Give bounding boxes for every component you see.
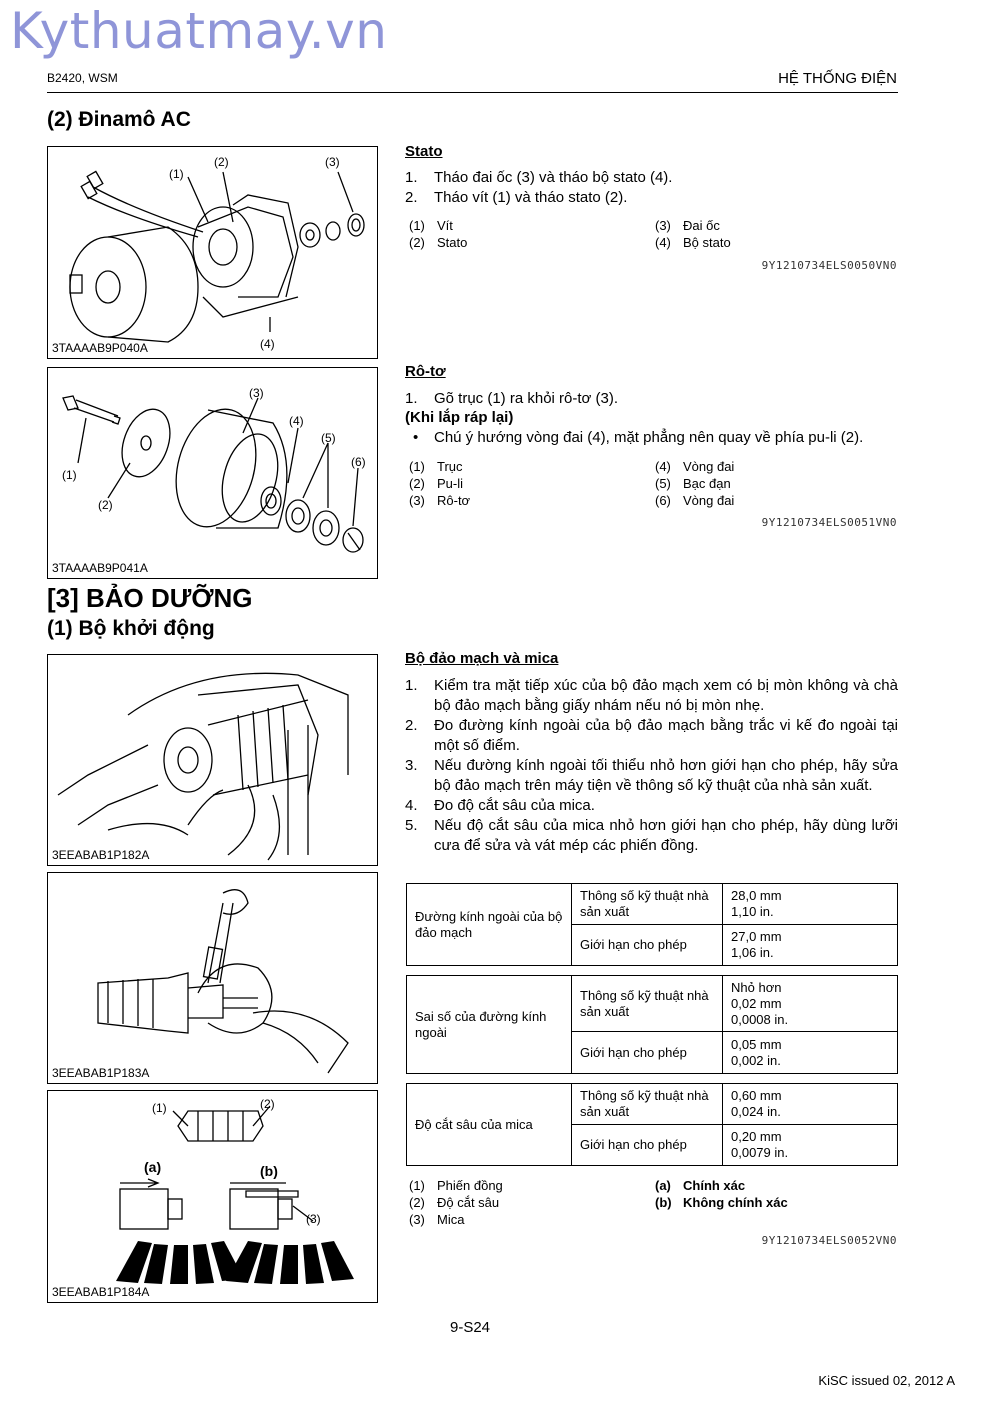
limit-value: 0,20 mm 0,0079 in. (723, 1125, 898, 1166)
subhead-rotor: Rô-tơ (405, 363, 446, 380)
spec-label: Thông số kỹ thuật nhà sản xuất (572, 1084, 723, 1125)
limit-label: Giới hạn cho phép (572, 1125, 723, 1166)
step-item: 1. Kiểm tra mặt tiếp xúc của bộ đảo mạch xem có bị mòn không và chà bộ đảo mạch bằng giấy nhám nếu nó bị mòn nhẹ. (405, 677, 898, 714)
callout-5: (5) (321, 431, 336, 445)
spec-value: Nhỏ hơn 0,02 mm 0,0008 in. (723, 976, 898, 1032)
legend-item: (1) Phiến đồng (409, 1178, 503, 1193)
page-number: 9-S24 (450, 1319, 491, 1336)
spec-value: 0,60 mm 0,024 in. (723, 1084, 898, 1125)
stator-illustration (48, 147, 379, 360)
watermark-logo: Kythuatmay.vn (10, 2, 388, 60)
chapter-title: HỆ THỐNG ĐIỆN (778, 70, 897, 87)
figure-code: 3EEABAB1P184A (52, 1285, 150, 1299)
step-item: 3. Nếu đường kính ngoài tối thiểu nhỏ hơn giới hạn cho phép, hãy sửa bộ đảo mạch trên máy tiện về thông số kỹ thuật của nhà sản xuất. (405, 757, 898, 794)
issue-note: KiSC issued 02, 2012 A (818, 1373, 955, 1388)
figure-commutator-sanding (47, 654, 378, 866)
sanding-illustration (48, 655, 379, 867)
callout-2: (2) (214, 155, 229, 169)
spec-item: Độ cắt sâu của mica (407, 1084, 572, 1166)
figure-code: 3EEABAB1P182A (52, 848, 150, 862)
legend-item: (3) Mica (409, 1212, 465, 1227)
reassembly-note: (Khi lắp ráp lại) (405, 409, 514, 426)
callout-3: (3) (306, 1212, 321, 1226)
callout-1: (1) (62, 468, 77, 482)
callout-b: (b) (260, 1163, 278, 1179)
figure-code: 3TAAAAB9P041A (52, 561, 148, 575)
callout-1: (1) (152, 1101, 167, 1115)
legend-item: (1) Vít (409, 218, 453, 233)
legend-item: (1) Trục (409, 459, 463, 474)
legend-item: (b) Không chính xác (655, 1195, 788, 1210)
legend-item: (3) Rô-tơ (409, 493, 471, 508)
limit-label: Giới hạn cho phép (572, 925, 723, 966)
reference-code: 9Y1210734ELS0050VN0 (761, 259, 897, 272)
reference-code: 9Y1210734ELS0051VN0 (761, 516, 897, 529)
callout-4: (4) (260, 337, 275, 351)
undercut-illustration (48, 1091, 379, 1304)
spec-item: Đường kính ngoài của bộ đảo mạch (407, 884, 572, 966)
legend-item: (2) Pu-li (409, 476, 464, 491)
callout-a: (a) (144, 1159, 162, 1175)
subhead-commutator: Bộ đảo mạch và mica (405, 650, 559, 667)
step-item: 2. Đo đường kính ngoài của bộ đảo mạch bằng trắc vi kế đo ngoài tại một số điểm. (405, 717, 898, 754)
section-title-maintenance: [3] BẢO DƯỠNG (47, 583, 253, 613)
legend-item: (3) Đai ốc (655, 218, 720, 233)
spec-value: 28,0 mm 1,10 in. (723, 884, 898, 925)
legend-item: (2) Stato (409, 235, 468, 250)
step-item: 2. Tháo vít (1) và tháo stato (2). (405, 189, 628, 206)
legend-item: (4) Vòng đai (655, 459, 735, 474)
legend-item: (6) Vòng đai (655, 493, 735, 508)
spec-item: Sai số của đường kính ngoài (407, 976, 572, 1074)
spec-label: Thông số kỹ thuật nhà sản xuất (572, 884, 723, 925)
spec-table-mica-depth (406, 1083, 898, 1166)
stato-steps (405, 168, 898, 208)
stato-legend (409, 218, 899, 258)
callout-2: (2) (260, 1097, 275, 1111)
figure-stator (47, 146, 378, 359)
spec-table-outer-diameter (406, 883, 898, 966)
section-title-dynamo: (2) Đinamô AC (47, 108, 191, 131)
rotor-illustration (48, 368, 379, 580)
figure-code: 3TAAAAB9P040A (52, 341, 148, 355)
callout-1: (1) (169, 167, 184, 181)
bullet-item: • Chú ý hướng vòng đai (4), mặt phẳng nên quay về phía pu-li (2). (413, 429, 864, 446)
step-item: 1. Tháo đai ốc (3) và tháo bộ stato (4). (405, 169, 673, 186)
callout-3: (3) (249, 386, 264, 400)
figure-micrometer (47, 872, 378, 1084)
step-item: 5. Nếu độ cắt sâu của mica nhỏ hơn giới hạn cho phép, hãy dùng lưỡi cưa để sửa và vát mép các phiến đồng. (405, 817, 898, 854)
figure-mica-undercut (47, 1090, 378, 1303)
legend-item: (4) Bộ stato (655, 235, 731, 250)
manual-code: B2420, WSM (47, 71, 118, 85)
commutator-steps (405, 676, 898, 856)
spec-table-runout (406, 975, 898, 1074)
figure-rotor (47, 367, 378, 579)
limit-value: 0,05 mm 0,002 in. (723, 1032, 898, 1074)
figure-code: 3EEABAB1P183A (52, 1066, 150, 1080)
limit-label: Giới hạn cho phép (572, 1032, 723, 1074)
step-item: 1. Gõ trục (1) ra khỏi rô-tơ (3). (405, 390, 619, 407)
step-item: 4. Đo độ cắt sâu của mica. (405, 797, 595, 814)
subhead-stato: Stato (405, 143, 443, 160)
header-divider (47, 92, 898, 93)
spec-label: Thông số kỹ thuật nhà sản xuất (572, 976, 723, 1032)
rotor-steps (405, 389, 898, 409)
rotor-legend (409, 459, 899, 511)
legend-item: (2) Độ cắt sâu (409, 1195, 500, 1210)
callout-6: (6) (351, 455, 366, 469)
section-title-starter: (1) Bộ khởi động (47, 617, 215, 640)
callout-3: (3) (325, 155, 340, 169)
callout-2: (2) (98, 498, 113, 512)
commutator-legend (409, 1178, 899, 1230)
callout-4: (4) (289, 414, 304, 428)
bullet-dot: • (413, 429, 419, 446)
reference-code: 9Y1210734ELS0052VN0 (761, 1234, 897, 1247)
legend-item: (5) Bạc đạn (655, 476, 731, 491)
limit-value: 27,0 mm 1,06 in. (723, 925, 898, 966)
legend-item: (a) Chính xác (655, 1178, 746, 1193)
micrometer-illustration (48, 873, 379, 1085)
